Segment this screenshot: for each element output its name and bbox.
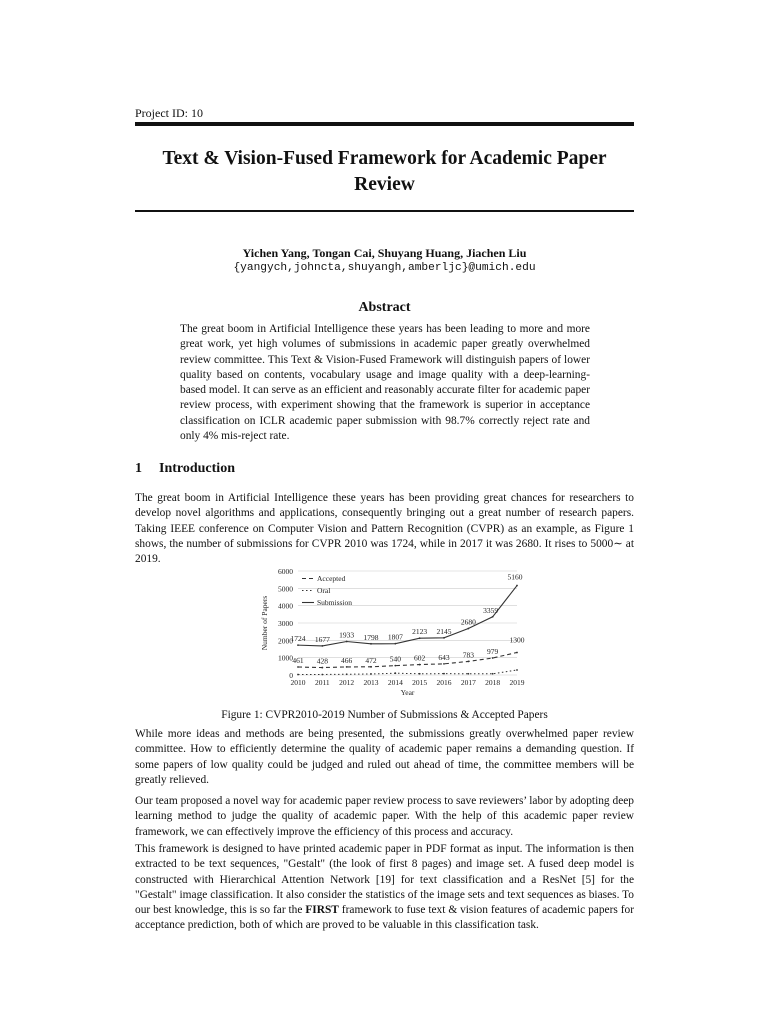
section-heading-introduction [135, 461, 235, 477]
author-list: Yichen Yang, Tongan Cai, Shuyang Huang, Jiachen Liu [242, 246, 527, 260]
p4-bold-first: FIRST [305, 904, 339, 917]
data-point-oral [370, 673, 372, 675]
data-point-oral [516, 669, 518, 671]
series-line-submission [298, 586, 517, 646]
data-label: 2680 [460, 617, 476, 627]
x-tick-label: 2015 [412, 678, 428, 687]
title-rule [135, 210, 634, 212]
data-label: 472 [365, 655, 377, 665]
y-tick-label: 6000 [278, 567, 293, 576]
legend-label: Oral [317, 586, 331, 595]
data-label: 2123 [412, 627, 428, 637]
data-label: 979 [487, 647, 499, 657]
intro-paragraph-3: Our team proposed a novel way for academic paper review process to save reviewers’ labor by adopting deep learning method to judge the quality of academic paper. With the help of this academic paper review framework, we can effectively improve the efficiency of this process and accuracy. [135, 795, 634, 838]
x-tick-label: 2016 [436, 678, 452, 687]
p4-text-b: framework to fuse text & vision features of academic papers for acceptance prediction, both of which are proved to be valuable in this classification task. [135, 904, 634, 932]
data-label: 461 [292, 656, 304, 666]
data-point-accepted [321, 667, 323, 669]
data-label: 1798 [363, 632, 379, 642]
x-tick-label: 2011 [314, 678, 330, 687]
p4-text-a: This framework is designed to have printed academic paper in PDF format as input. The information is then extracted to be text sequences, "Gestalt" (the look of first 8 pages) and image set. A fused deep model is constructed with Hierarchical Attention Network [19] for text classification and a ResNet [5] for the "Gestalt" image classification. It also consider the statistics of the image sets and text sequences as biases. To our best knowledge, this is so far the [135, 843, 634, 917]
author-emails: {yangych,johncta,shuyangh,amberljc}@umich.edu [233, 262, 536, 274]
data-point-oral [492, 673, 494, 675]
x-tick-label: 2013 [363, 678, 379, 687]
data-label: 428 [316, 656, 328, 666]
x-tick-label: 2014 [387, 678, 403, 687]
data-label: 540 [389, 654, 401, 664]
data-point-oral [346, 673, 348, 675]
data-label: 5160 [507, 572, 523, 582]
data-point-oral [443, 673, 445, 675]
data-label: 1724 [290, 634, 306, 644]
data-point-oral [419, 673, 421, 675]
intro-paragraph-2: While more ideas and methods are being presented, the submissions greatly overwhelmed paper review committee. How to efficiently determine the quality of academic paper remains a demanding question. If some papers of low quality could be judged and ruled out ahead of time, the committee members will be greatly relieved. [135, 728, 634, 786]
data-point-accepted [467, 661, 469, 663]
series-line-accepted [298, 652, 517, 667]
data-point-submission [443, 637, 445, 639]
x-tick-label: 2019 [509, 678, 525, 687]
data-point-accepted [516, 652, 518, 654]
data-point-oral [394, 672, 396, 674]
data-label: 602 [414, 653, 426, 663]
y-tick-label: 2000 [278, 636, 293, 646]
y-axis-label: Number of Papers [260, 595, 269, 651]
data-label: 466 [341, 655, 353, 665]
y-tick-label: 1000 [278, 653, 293, 663]
y-tick-label: 3000 [278, 619, 293, 628]
data-label: 1300 [509, 635, 525, 645]
data-point-submission [419, 637, 421, 639]
data-point-accepted [370, 666, 372, 668]
data-label: 2145 [436, 626, 452, 636]
data-point-submission [370, 643, 372, 645]
data-point-accepted [346, 666, 348, 668]
cvpr-chart [255, 565, 530, 705]
x-tick-label: 2012 [339, 678, 355, 687]
data-label: 1677 [314, 634, 330, 644]
data-label: 643 [438, 652, 450, 662]
x-tick-label: 2018 [485, 678, 501, 687]
section-number: 1 [135, 461, 142, 476]
x-tick-label: 2010 [290, 678, 306, 687]
data-point-submission [297, 644, 299, 646]
y-tick-label: 0 [289, 671, 293, 680]
data-point-accepted [419, 664, 421, 666]
data-point-accepted [443, 663, 445, 665]
data-point-accepted [297, 666, 299, 668]
intro-paragraph-4 [135, 842, 634, 934]
intro-paragraph-1: The great boom in Artificial Intelligence these years has been providing great chances for researchers to develop novel algorithms and applications, consequently bringing out a great number of research papers. Taking IEEE conference on Computer Vision and Pattern Recognition (CVPR) as an example, as Figure 1 shows, the number of submissions for CVPR 2010 was 1724, while in 2017 it was 2680. It rises to 5000∼ at 2019. [135, 492, 634, 566]
data-point-submission [467, 628, 469, 630]
data-label: 3359 [483, 605, 499, 615]
legend-label: Accepted [317, 574, 346, 583]
data-point-submission [516, 585, 518, 587]
data-point-accepted [394, 665, 396, 667]
series-line-oral [298, 670, 517, 675]
data-point-submission [346, 641, 348, 643]
paper-title: Text & Vision-Fused Framework for Academic Paper Review [162, 148, 607, 195]
legend-label: Submission [317, 598, 353, 607]
y-tick-label: 4000 [278, 601, 293, 611]
data-point-submission [321, 645, 323, 647]
data-point-oral [467, 673, 469, 675]
figure-caption: Figure 1: CVPR2010-2019 Number of Submissions & Accepted Papers [221, 709, 548, 721]
x-axis-label: Year [400, 688, 415, 697]
data-label: 783 [462, 650, 474, 660]
figure-1 [255, 565, 530, 705]
abstract-text: The great boom in Artificial Intelligence these years has been leading to more and more great work, yet high volumes of submissions in academic paper greatly overwhelmed review committee. This Text & Vision-Fused Framework will distinguish papers of lower quality based on contents, vocabulary usage and image quality with a deep-learning-based model. It can serve as an efficient and reasonably accurate filter for academic paper review process, with experiment showing that the framework is superior in acceptance classification on ICLR academic paper submission with 98.7% correctly reject rate and only 4% mis-reject rate. [180, 323, 590, 443]
data-label: 1933 [339, 630, 355, 640]
data-label: 1807 [387, 632, 403, 642]
data-point-oral [321, 674, 323, 676]
data-point-submission [394, 643, 396, 645]
data-point-accepted [492, 657, 494, 659]
x-tick-label: 2017 [460, 678, 476, 687]
data-point-submission [492, 616, 494, 618]
section-title: Introduction [159, 461, 235, 476]
y-tick-label: 5000 [278, 584, 293, 594]
header-rule [135, 122, 634, 126]
abstract-heading: Abstract [358, 300, 411, 315]
project-id: Project ID: 10 [135, 106, 203, 120]
data-point-oral [297, 674, 299, 676]
